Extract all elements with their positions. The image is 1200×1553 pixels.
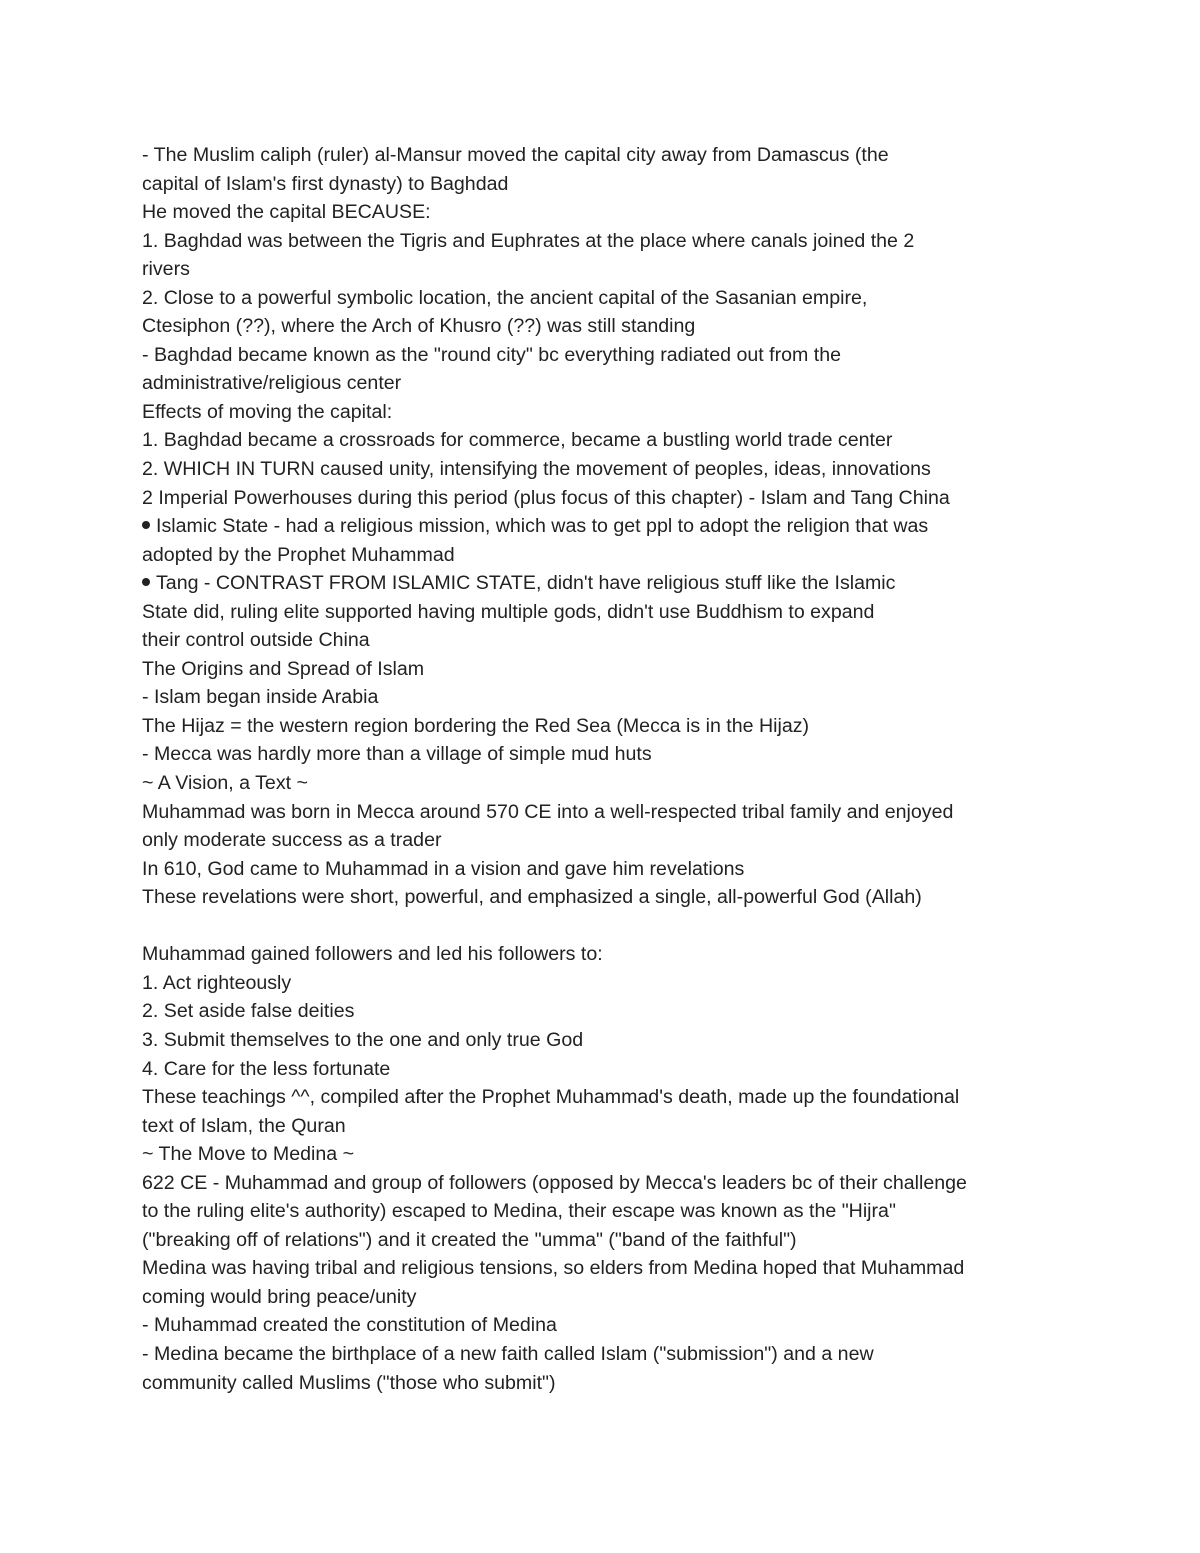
text-line <box>142 940 1062 969</box>
text-line <box>142 855 1062 884</box>
text-line <box>142 1169 1062 1198</box>
text-line <box>142 1055 1062 1084</box>
text-line <box>142 398 1062 427</box>
text-line <box>142 1340 1062 1369</box>
line-text: capital of Islam's first dynasty) to Baghdad <box>142 172 509 195</box>
text-line <box>142 341 1062 370</box>
text-line <box>142 1083 1062 1112</box>
line-text: State did, ruling elite supported having multiple gods, didn't use Buddhism to expand <box>142 600 875 623</box>
text-line <box>142 170 1062 199</box>
line-text: Ctesiphon (??), where the Arch of Khusro (??) was still standing <box>142 315 696 338</box>
line-text: 2. WHICH IN TURN caused unity, intensifying the movement of peoples, ideas, innovations <box>142 458 931 481</box>
line-text: - Mecca was hardly more than a village of simple mud huts <box>142 743 652 766</box>
text-line <box>142 598 1062 627</box>
line-text: In 610, God came to Muhammad in a vision and gave him revelations <box>142 857 745 880</box>
text-line <box>142 712 1062 741</box>
line-text: - Medina became the birthplace of a new faith called Islam ("submission") and a new <box>142 1342 874 1365</box>
text-line <box>142 484 1062 513</box>
text-line <box>142 969 1062 998</box>
text-line <box>142 1311 1062 1340</box>
line-text: community called Muslims ("those who submit") <box>142 1371 556 1394</box>
line-text: He moved the capital BECAUSE: <box>142 201 431 224</box>
line-text: The Hijaz = the western region bordering the Red Sea (Mecca is in the Hijaz) <box>142 714 810 737</box>
text-line <box>142 1369 1062 1398</box>
line-text: text of Islam, the Quran <box>142 1114 346 1137</box>
text-line <box>142 198 1062 227</box>
line-text: rivers <box>142 258 190 281</box>
bullet-dot-icon <box>142 521 150 529</box>
line-text: 622 CE - Muhammad and group of followers (opposed by Mecca's leaders bc of their challenge <box>142 1171 967 1194</box>
line-text: 2. Set aside false deities <box>142 1000 355 1023</box>
text-line <box>142 1197 1062 1226</box>
line-text: - Baghdad became known as the "round city" bc everything radiated out from the <box>142 343 842 366</box>
text-line <box>142 141 1062 170</box>
line-text: These revelations were short, powerful, and emphasized a single, all-powerful God (Allah) <box>142 886 922 909</box>
text-line <box>142 1026 1062 1055</box>
text-line <box>142 826 1062 855</box>
text-line <box>142 284 1062 313</box>
line-text: Muhammad was born in Mecca around 570 CE into a well-respected tribal family and enjoyed <box>142 800 954 823</box>
text-line <box>142 1283 1062 1312</box>
text-line <box>142 683 1062 712</box>
text-line <box>142 312 1062 341</box>
line-text: ~ The Move to Medina ~ <box>142 1143 355 1166</box>
bullet-dot-icon <box>142 578 150 586</box>
line-text: ("breaking off of relations") and it created the "umma" ("band of the faithful") <box>142 1228 797 1251</box>
line-text: 1. Act righteously <box>142 971 292 994</box>
bullet-line <box>142 512 1062 541</box>
text-line <box>142 541 1062 570</box>
text-line <box>142 1112 1062 1141</box>
text-line <box>142 769 1062 798</box>
line-text: adopted by the Prophet Muhammad <box>142 543 455 566</box>
line-text: 4. Care for the less fortunate <box>142 1057 391 1080</box>
text-line <box>142 997 1062 1026</box>
text-line <box>142 426 1062 455</box>
text-line <box>142 255 1062 284</box>
line-text: their control outside China <box>142 629 370 652</box>
line-text: 3. Submit themselves to the one and only true God <box>142 1028 584 1051</box>
line-text: 2 Imperial Powerhouses during this period (plus focus of this chapter) - Islam and Tang China <box>142 486 950 509</box>
line-text: - Muhammad created the constitution of Medina <box>142 1314 557 1337</box>
text-line <box>142 369 1062 398</box>
line-text: - Islam began inside Arabia <box>142 686 379 709</box>
bullet-line <box>142 569 1062 598</box>
line-text: Islamic State - had a religious mission, which was to get ppl to adopt the religion that was <box>156 515 929 538</box>
text-line <box>142 626 1062 655</box>
text-line <box>142 655 1062 684</box>
text-line <box>142 883 1062 912</box>
line-text: 1. Baghdad was between the Tigris and Euphrates at the place where canals joined the 2 <box>142 229 915 252</box>
line-text: The Origins and Spread of Islam <box>142 657 425 680</box>
line-text: administrative/religious center <box>142 372 402 395</box>
text-line <box>142 1226 1062 1255</box>
line-text: Muhammad gained followers and led his followers to: <box>142 943 603 966</box>
text-line <box>142 740 1062 769</box>
document-body <box>142 141 1062 1397</box>
blank-line <box>142 912 1062 941</box>
text-line <box>142 455 1062 484</box>
line-text: only moderate success as a trader <box>142 829 442 852</box>
line-text: 1. Baghdad became a crossroads for commerce, became a bustling world trade center <box>142 429 893 452</box>
text-line <box>142 227 1062 256</box>
text-line <box>142 1140 1062 1169</box>
line-text: to the ruling elite's authority) escaped to Medina, their escape was known as the "Hijra" <box>142 1200 896 1223</box>
line-text: 2. Close to a powerful symbolic location, the ancient capital of the Sasanian empire, <box>142 286 868 309</box>
line-text: Medina was having tribal and religious tensions, so elders from Medina hoped that Muhammad <box>142 1257 965 1280</box>
line-text: These teachings ^^, compiled after the Prophet Muhammad's death, made up the foundational <box>142 1086 960 1109</box>
line-text: coming would bring peace/unity <box>142 1285 417 1308</box>
line-text: - The Muslim caliph (ruler) al-Mansur moved the capital city away from Damascus (the <box>142 144 889 166</box>
line-text: ~ A Vision, a Text ~ <box>142 772 308 795</box>
text-line <box>142 798 1062 827</box>
line-text: Effects of moving the capital: <box>142 400 393 423</box>
text-line <box>142 1254 1062 1283</box>
line-text: Tang - CONTRAST FROM ISLAMIC STATE, didn't have religious stuff like the Islamic <box>156 572 896 595</box>
